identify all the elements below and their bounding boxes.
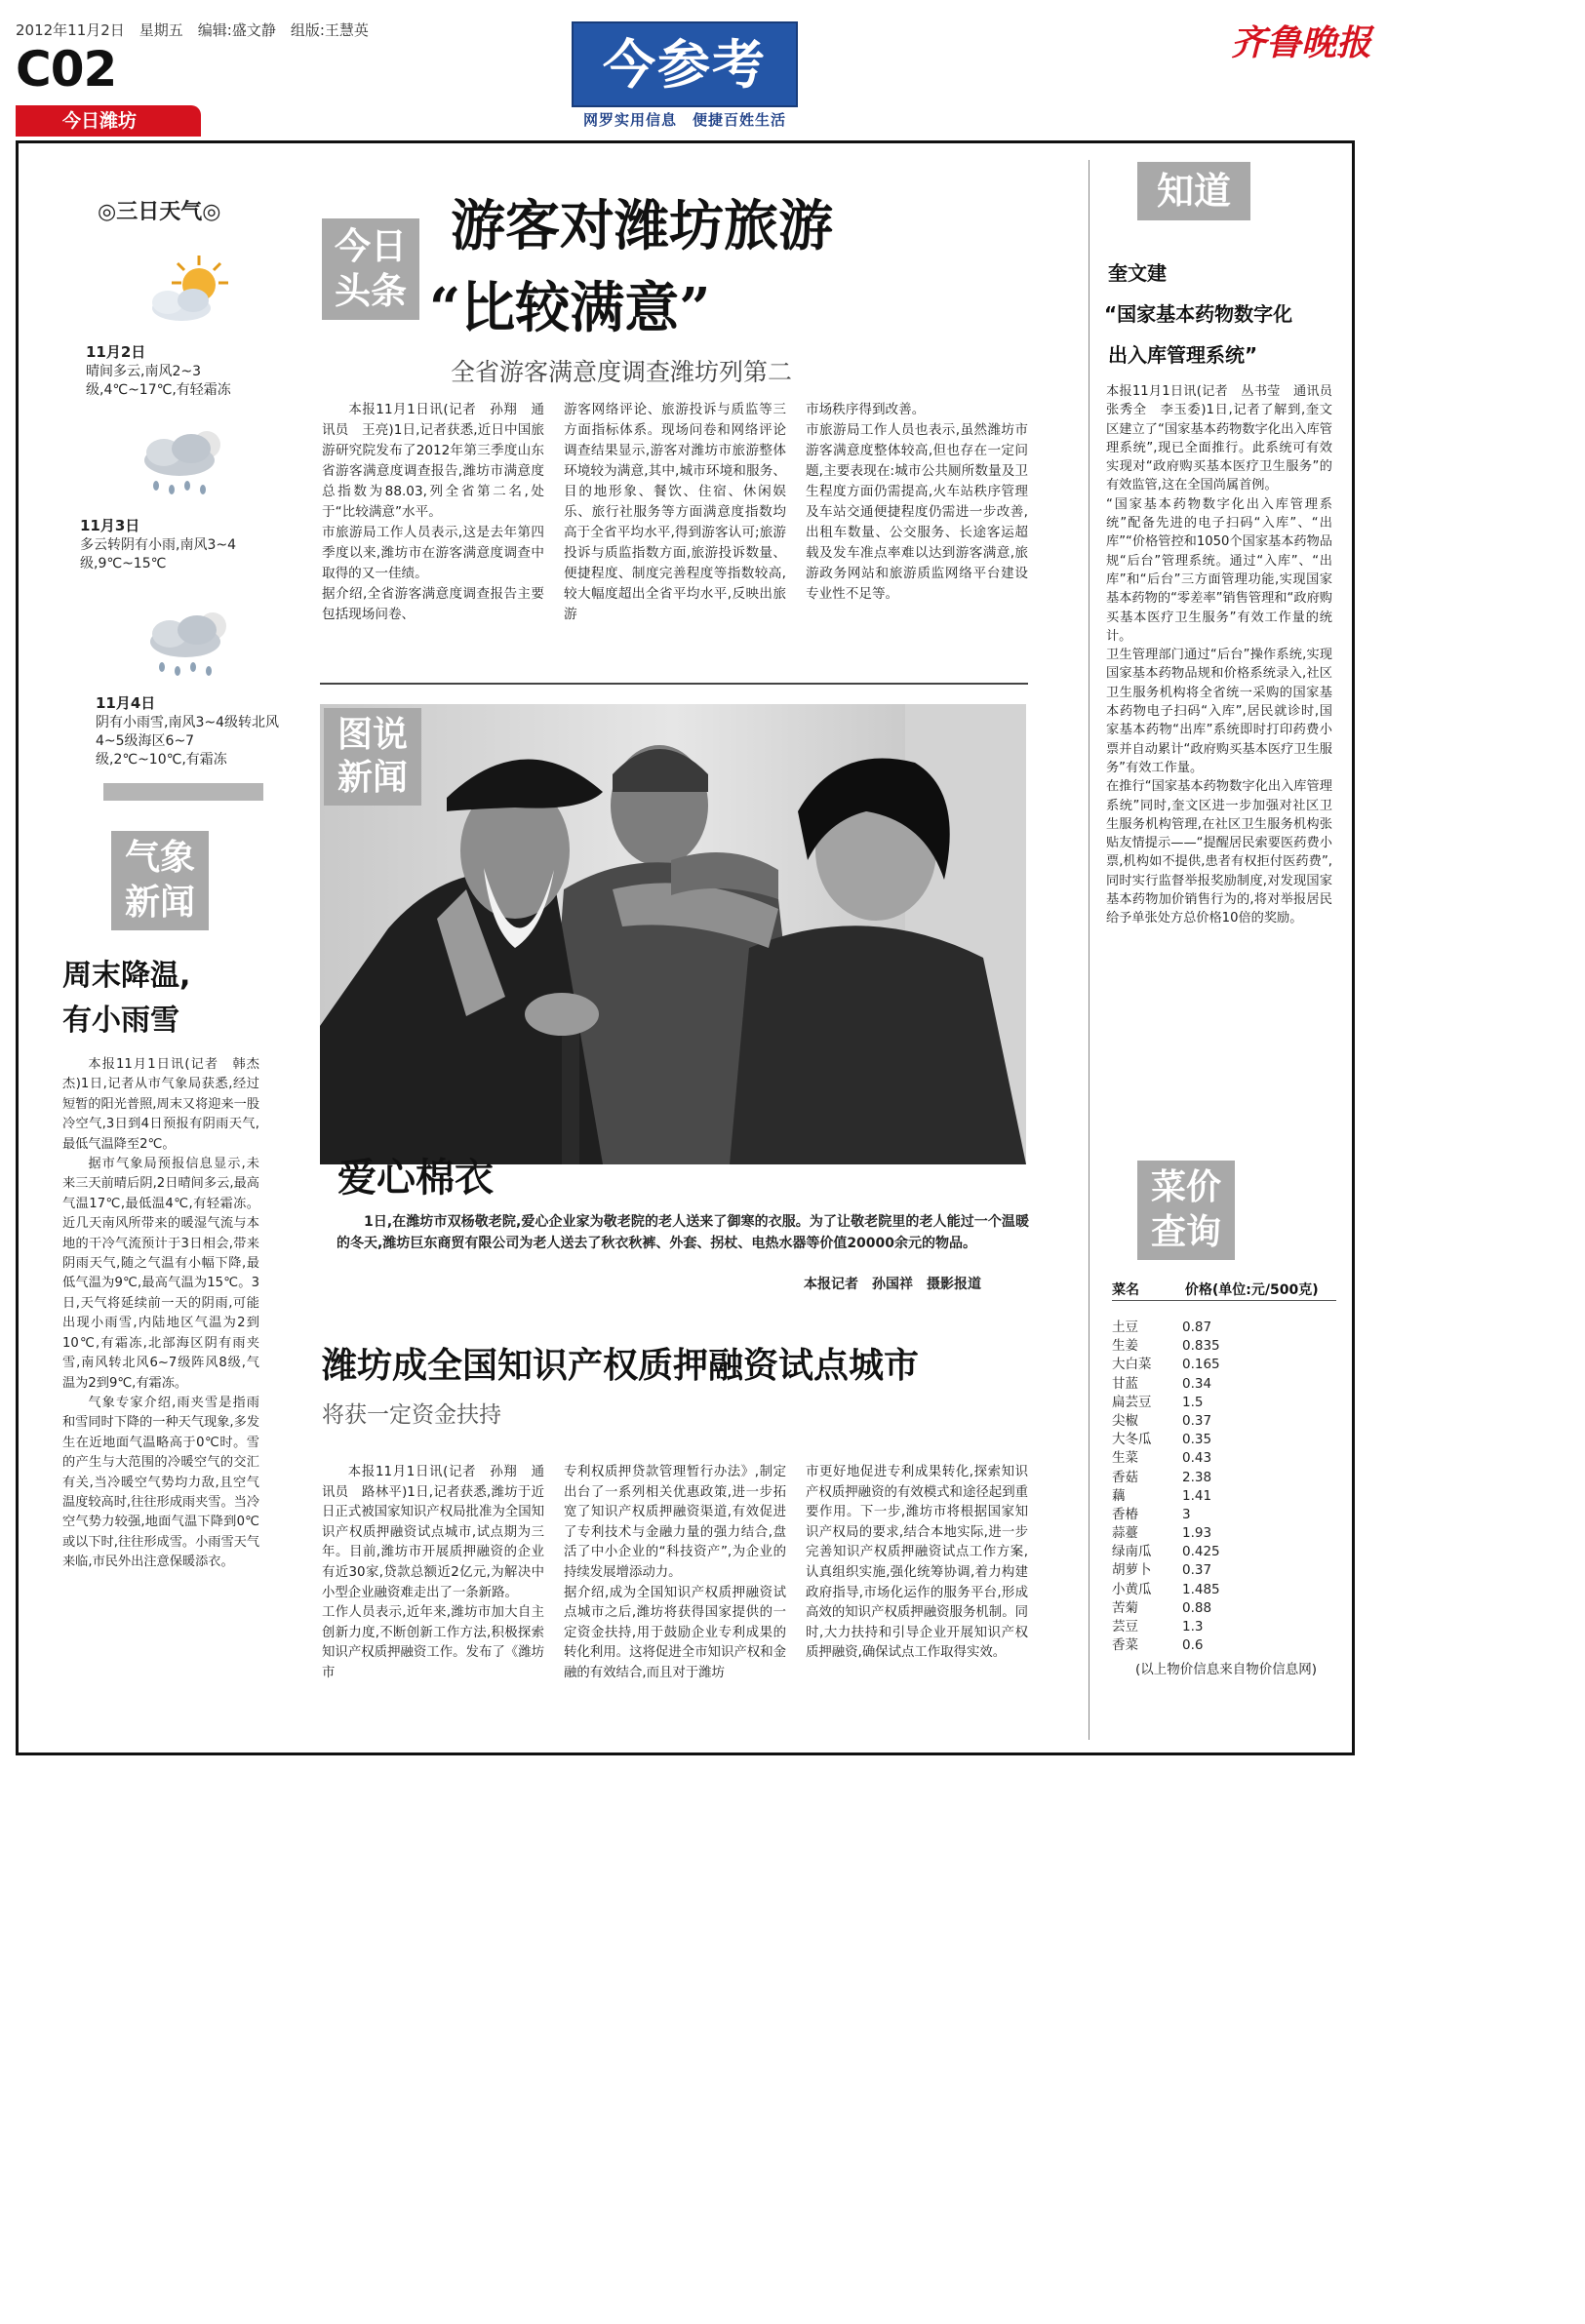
sun-cloud-icon <box>139 252 236 330</box>
vegetable-name: 甘蓝 <box>1112 1375 1138 1392</box>
photo-caption: 1日,在潍坊市双杨敬老院,爱心企业家为敬老院的老人送来了御寒的衣服。为了让敬老院里的老人能过一个温暖的冬天,潍坊巨东商贸有限公司为老人送去了秋衣秋裤、外套、拐杖、电热水器等价值20000余元的物品。 <box>337 1214 1029 1251</box>
vegetable-price: 0.425 <box>1182 1544 1220 1560</box>
table-row <box>1112 1356 1336 1374</box>
table-row <box>1112 1618 1336 1636</box>
vegetable-name: 藕 <box>1112 1487 1126 1504</box>
vegetable-name: 小黄瓜 <box>1112 1581 1152 1597</box>
paragraph: 本报11月1日讯(记者 韩杰杰)1日,记者从市气象局获悉,经过短暂的阳光普照,周末又将迎来一股冷空气,3日到4日预报有阴雨天气,最低气温降至2℃。 <box>62 1057 260 1152</box>
vegetable-price: 1.41 <box>1182 1487 1212 1504</box>
paragraph: 气象专家介绍,雨夹雪是指雨和雪同时下降的一种天气现象,多发生在近地面气温略高于0℃时。雪的产生与大范围的冷暖空气的交汇有关,当冷暖空气势均力敌,且空气温度较高时,往往形成雨夹雪。当冷空气势力较强,地面气温下降到0℃或以下时,往往形成雪。小雨雪天气来临,市民外出注意保暖添衣。 <box>62 1395 260 1570</box>
zhidao-headline-line3: 出入库管理系统” <box>1108 343 1258 367</box>
weather-title: ◎三日天气◎ <box>98 200 221 224</box>
vegetable-price: 0.37 <box>1182 1562 1212 1579</box>
zhidao-body: 本报11月1日讯(记者 丛书莹 通讯员 张秀全 李玉委)1日,记者了解到,奎文区建立了“国家基本药物数字化出入库管理系统”,现已全面推行。此系统可有效实现对“政府购买基本医疗卫生服务”的有效监管,这在全国尚属首例。 “国家基本药物数字化出入库管理系统”配备先进的电子扫码“入库”、“出库”“价格管控和1050个国家基本药物品规“后台”管理系统。通过“入库”、“出库”和“后台”三方面管理功能,实现国家基本药物的“零差率”销售管理和“政府购买基本医疗卫生服务”有效工作量的统计。 卫生管理部门通过“后台”操作系统,实现国家基本药物品规和价格系统录入,社区卫生服务机构将全省统一采购的国家基本药物电子扫码“入库”,居民就诊时,国家基本药物“出库”系统即时打印药费小票并自动累计“政府购买基本医疗卫生服务”有效工作量。 在推行“国家基本药物数字化出入库管理系统”同时,奎文区进一步加强对社区卫生服务机构管理,在社区卫生服务机构张贴友情提示——“提醒居民索要医药费小票,机构如不提供,患者有权拒付医药费”,同时实行监督举报奖励制度,对发现国家基本药物加价销售行为的,将对举报居民给予单张处方总价格10倍的奖励。 <box>1106 384 1332 926</box>
vegetable-price: 0.165 <box>1182 1357 1220 1373</box>
masthead: 今参考 <box>572 21 798 107</box>
col-name-header: 菜名 <box>1112 1282 1139 1298</box>
vegetable-name: 扁芸豆 <box>1112 1394 1152 1410</box>
vegetable-name: 绿南瓜 <box>1112 1544 1152 1560</box>
rain-cloud-icon <box>129 421 236 505</box>
lead-story-column-2: 游客网络评论、旅游投诉与质监等三方面指标体系。现场问卷和网络评论调查结果显示,游客对潍坊市旅游整体环境较为满意,其中,城市环境和服务、目的地形象、餐饮、住宿、休闲娱乐、旅行社服务等方面满意度指数均高于全省平均水平,得到游客认可;旅游投诉与质监指数方面,旅游投诉数量、便捷程度、制度完善程度等指数较高,较大幅度超出全省平均水平,反映出旅游 <box>564 402 786 622</box>
price-table-header <box>1112 1280 1336 1301</box>
lead-story-column-3: 市场秩序得到改善。 市旅游局工作人员也表示,虽然潍坊市游客满意度整体较高,但也存在一定问题,主要表现在:城市公共厕所数量及卫生程度方面仍需提高,火车站秩序管理及车站交通便捷程度仍需进一步改善,出租车数量、公交服务、长途客运超载及发车准点率难以达到游客满意,旅游政务网站和旅游质监网络平台建设专业性不足等。 <box>806 402 1028 602</box>
table-row <box>1112 1319 1336 1337</box>
zhidao-badge: 知道 <box>1137 162 1250 220</box>
weather-day-2-text: 多云转阴有小雨,南风3~4级,9℃~15℃ <box>80 537 236 571</box>
weather-news-headline-line1: 周末降温, <box>62 959 191 993</box>
weather-day-3-date: 11月4日 <box>96 694 156 712</box>
vegetable-price: 0.37 <box>1182 1412 1212 1429</box>
vegetable-price: 0.35 <box>1182 1432 1212 1448</box>
page-number: C02 <box>16 41 117 98</box>
vegetable-price-badge: 菜价查询 <box>1137 1161 1235 1260</box>
vegetable-name: 香椿 <box>1112 1506 1138 1522</box>
section-divider <box>320 683 1028 685</box>
table-row <box>1112 1543 1336 1561</box>
vegetable-name: 生菜 <box>1112 1450 1138 1467</box>
table-row <box>1112 1337 1336 1356</box>
table-row <box>1112 1636 1336 1655</box>
dateline: 2012年11月2日 星期五 编辑:盛文静 组版:王慧英 <box>16 21 369 39</box>
table-row <box>1112 1487 1336 1506</box>
weather-news-headline-line2: 有小雨雪 <box>62 1004 179 1038</box>
vegetable-name: 香菜 <box>1112 1637 1138 1654</box>
vegetable-name: 芸豆 <box>1112 1619 1138 1635</box>
photo-credit: 本报记者 孙国祥 摄影报道 <box>804 1277 981 1292</box>
table-row <box>1112 1469 1336 1487</box>
vegetable-price: 0.43 <box>1182 1450 1212 1467</box>
table-row <box>1112 1449 1336 1468</box>
weather-day-3-text: 阴有小雨雪,南风3~4级转北风4~5级海区6~7级,2℃~10℃,有霜冻 <box>96 715 279 768</box>
vegetable-price: 3 <box>1182 1506 1191 1522</box>
col-price-header: 价格(单位:元/500克) <box>1184 1282 1319 1298</box>
table-row <box>1112 1561 1336 1580</box>
weather-day-2-date: 11月3日 <box>80 517 140 534</box>
story2-column-3: 市更好地促进专利成果转化,探索知识产权质押融资的有效模式和途径起到重要作用。下一步,潍坊市将根据国家知识产权局的要求,结合本地实际,进一步完善知识产权质押融资试点工作方案,认真组织实施,强化统筹协调,着力构建政府指导,市场化运作的服务平台,形成高效的知识产权质押融资服务机制。同时,大力扶持和引导企业开展知识产权质押融资,确保试点工作取得实效。 <box>806 1465 1028 1661</box>
lead-story-subhead: 全省游客满意度调查潍坊列第二 <box>451 358 793 386</box>
table-row <box>1112 1431 1336 1449</box>
table-row <box>1112 1599 1336 1618</box>
weather-day-1-date: 11月2日 <box>86 343 146 361</box>
vegetable-price: 0.88 <box>1182 1599 1212 1616</box>
price-rows <box>1112 1319 1336 1655</box>
vegetable-price: 1.5 <box>1182 1394 1204 1410</box>
photo-news-title: 爱心棉衣 <box>337 1155 494 1201</box>
table-row <box>1112 1506 1336 1524</box>
story2-column-1: 本报11月1日讯(记者 孙翔 通讯员 路林平)1日,记者获悉,潍坊于近日正式被国家知识产权局批准为全国知识产权质押融资试点城市,试点期为三年。目前,潍坊市开展质押融资的企业有近30家,贷款总额近2亿元,为解决中小型企业融资难走出了一条新路。 工作人员表示,近年来,潍坊市加大自主创新力度,不断创新工作方法,积极探索知识产权质押融资工作。发布了《潍坊市 <box>322 1465 544 1680</box>
story2-subhead: 将获一定资金扶持 <box>322 1402 501 1428</box>
lead-story-headline-line1: 游客对潍坊旅游 <box>451 194 833 258</box>
vegetable-name: 生姜 <box>1112 1338 1138 1355</box>
photo-news-badge: 图说新闻 <box>324 708 421 806</box>
weather-news-body <box>62 1055 259 1573</box>
vegetable-price: 2.38 <box>1182 1469 1212 1485</box>
rain-cloud-icon <box>135 603 242 687</box>
vegetable-price: 1.3 <box>1182 1619 1204 1635</box>
zhidao-headline-line1: 奎文建 <box>1108 261 1167 285</box>
photo-elderly-receiving-coat <box>320 704 1026 1164</box>
divider-bar <box>103 783 263 801</box>
vegetable-price: 0.87 <box>1182 1320 1212 1335</box>
vegetable-price: 0.835 <box>1182 1338 1220 1355</box>
price-source-note: (以上物价信息来自物价信息网) <box>1135 1662 1318 1678</box>
vegetable-name: 大冬瓜 <box>1112 1432 1152 1448</box>
vegetable-name: 香菇 <box>1112 1469 1138 1485</box>
masthead-subtitle: 网罗实用信息 便捷百姓生活 <box>582 111 786 129</box>
lead-story-headline-line2: “比较满意” <box>429 276 711 340</box>
vegetable-price-table <box>1112 1280 1336 1679</box>
table-row <box>1112 1394 1336 1412</box>
vegetable-name: 尖椒 <box>1112 1412 1138 1429</box>
paragraph: 据市气象局预报信息显示,未来三天前晴后阴,2日晴间多云,最高气温17℃,最低温4℃,有轻霜冻。近几天南风所带来的暖湿气流与本地的干冷气流预计于3日相会,带来阴雨天气,随之气温有小幅下降,最低气温为9℃,最高气温为15℃。3日,天气将延续前一天的阴雨,可能出现小雨雪,内陆地区气温为2到10℃,有霜冻,北部海区阴有雨夹雪,南风转北风6~7级阵风8级,气温为2到9℃,有霜冻。 <box>62 1157 259 1391</box>
lead-story-badge: 今日头条 <box>322 218 419 320</box>
weather-news-badge: 气象新闻 <box>111 831 209 930</box>
vegetable-price: 0.6 <box>1182 1637 1204 1654</box>
story2-headline: 潍坊成全国知识产权质押融资试点城市 <box>322 1346 920 1386</box>
table-row <box>1112 1524 1336 1543</box>
table-row <box>1112 1412 1336 1431</box>
vegetable-price: 0.34 <box>1182 1375 1212 1392</box>
vegetable-name: 蒜薹 <box>1112 1525 1138 1542</box>
story2-column-2: 专利权质押贷款管理暂行办法》,制定出台了一系列相关优惠政策,进一步拓宽了知识产权质押融资渠道,有效促进了专利技术与金融力量的强力结合,盘活了中小企业的“科技资产”,为企业的持续发展增添动力。 据介绍,成为全国知识产权质押融资试点城市之后,潍坊将获得国家提供的一定资金扶持,用于鼓励企业专利成果的转化利用。这将促进全市知识产权和金融的有效结合,而且对于潍坊 <box>564 1465 786 1680</box>
weather-day-2 <box>80 517 275 573</box>
lead-story-column-1: 本报11月1日讯(记者 孙翔 通讯员 王亮)1日,记者获悉,近日中国旅游研究院发布了2012年第三季度山东省游客满意度调查报告,潍坊市满意度总指数为88.03,列全省第二名,处于“比较满意”水平。 市旅游局工作人员表示,这是去年第四季度以来,潍坊市在游客满意度调查中取得的又一佳绩。 据介绍,全省游客满意度调查报告主要包括现场问卷、 <box>322 402 544 622</box>
vegetable-name: 土豆 <box>1112 1320 1138 1335</box>
section-tab[interactable]: 今日潍坊 <box>16 105 201 137</box>
weather-day-1 <box>86 343 271 400</box>
table-row <box>1112 1375 1336 1394</box>
weather-news-headline <box>62 954 190 1044</box>
vegetable-price: 1.93 <box>1182 1525 1212 1542</box>
vegetable-price: 1.485 <box>1182 1581 1220 1597</box>
vegetable-name: 大白菜 <box>1112 1357 1152 1373</box>
vegetable-name: 胡萝卜 <box>1112 1562 1152 1579</box>
table-row <box>1112 1581 1336 1599</box>
weather-day-3 <box>96 694 281 769</box>
zhidao-headline-line2: “国家基本药物数字化 <box>1104 302 1293 326</box>
vegetable-name: 苦菊 <box>1112 1599 1138 1616</box>
newspaper-logo: 齐鲁晚报 <box>1231 22 1372 63</box>
weather-day-1-text: 晴间多云,南风2~3级,4℃~17℃,有轻霜冻 <box>86 364 231 398</box>
column-divider <box>1089 160 1090 1740</box>
